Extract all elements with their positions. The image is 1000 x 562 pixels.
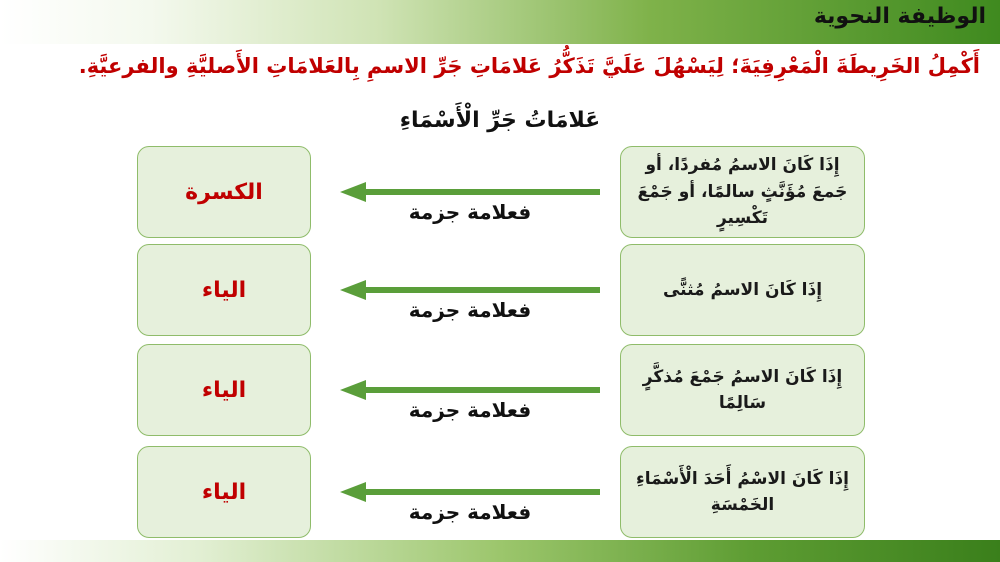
left-arrow-icon bbox=[340, 482, 600, 502]
header-bar bbox=[0, 0, 1000, 44]
condition-box: إِذَا كَانَ الاسْمُ أَحَدَ الْأَسْمَاءِ الخَمْسَةِ bbox=[620, 446, 865, 538]
condition-box: إِذَا كَانَ الاسمُ جَمْعَ مُذكَّرٍ سَالِمًا bbox=[620, 344, 865, 436]
connector-label: فعلامة جزمة bbox=[408, 398, 532, 422]
left-arrow-icon bbox=[340, 380, 600, 400]
footer-bar bbox=[0, 540, 1000, 562]
sign-answer-box: الياء bbox=[137, 244, 311, 336]
section-heading: عَلامَاتُ جَرِّ الْأَسْمَاءِ bbox=[399, 108, 601, 133]
condition-box: إِذَا كَانَ الاسمُ مُثنًّى bbox=[620, 244, 865, 336]
condition-box: إِذَا كَانَ الاسمُ مُفردًا، أو جَمعَ مُؤَنَّثٍ سالمًا، أو جَمْعَ تَكْسِيرٍ bbox=[620, 146, 865, 238]
slide-title: الوظيفة النحوية bbox=[813, 4, 986, 29]
connector-label: فعلامة جزمة bbox=[408, 500, 532, 524]
connector-label: فعلامة جزمة bbox=[408, 200, 532, 224]
sign-answer-box: الياء bbox=[137, 446, 311, 538]
left-arrow-icon bbox=[340, 280, 600, 300]
instruction-text: أَكْمِلُ الخَرِيطَةَ الْمَعْرِفِيَةَ؛ لِيَسْهُلَ عَلَيَّ تَذَكُّرُ عَلامَاتِ جَرِّ الاسمِ بِالعَلامَاتِ الأَصليَّةِ والفرعيَّةِ. bbox=[78, 54, 980, 78]
mapping-row bbox=[0, 344, 1000, 436]
left-arrow-icon bbox=[340, 182, 600, 202]
mapping-row bbox=[0, 446, 1000, 538]
sign-answer-box: الكسرة bbox=[137, 146, 311, 238]
mapping-row bbox=[0, 244, 1000, 336]
mapping-row bbox=[0, 146, 1000, 238]
connector-label: فعلامة جزمة bbox=[408, 298, 532, 322]
sign-answer-box: الياء bbox=[137, 344, 311, 436]
